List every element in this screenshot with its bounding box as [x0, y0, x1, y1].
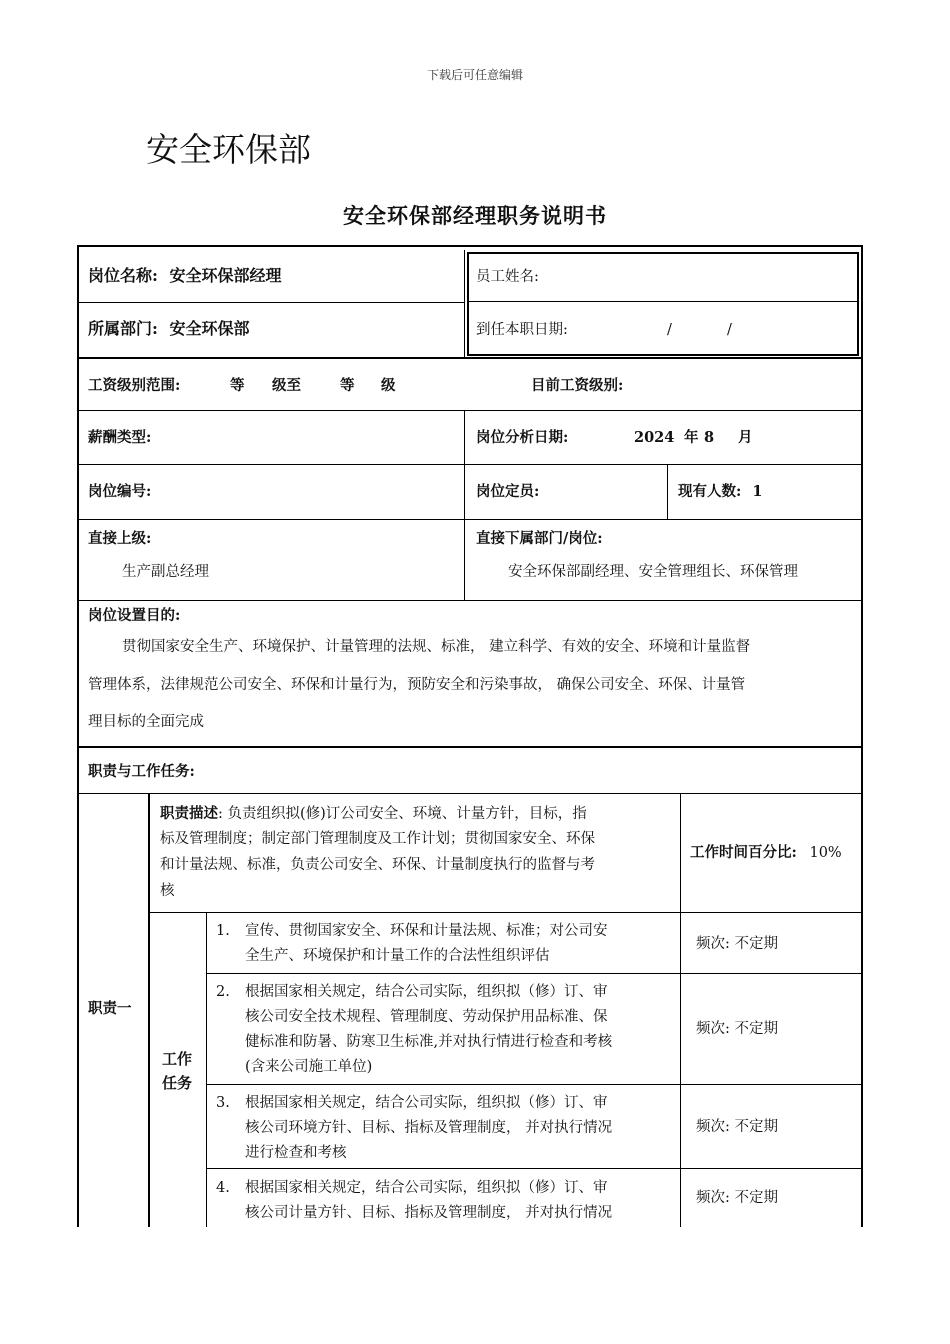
- current-staff-label: 现有人数:: [678, 483, 742, 500]
- task-3-no: 3.: [216, 1095, 230, 1111]
- department-heading: 安全环保部: [146, 130, 311, 169]
- col-divider-task: [206, 912, 207, 1227]
- task-2-line-4: (含来公司施工单位): [245, 1059, 373, 1075]
- row-divider-5: [79, 519, 863, 520]
- current-staff-value: 1: [752, 483, 763, 500]
- position-name-label: 岗位名称:: [88, 266, 158, 285]
- subordinate-value: 安全环保部副经理、安全管理组长、环保管理: [508, 564, 798, 580]
- position-no-label: 岗位编号:: [88, 483, 152, 500]
- position-name-value: 安全环保部经理: [169, 266, 282, 285]
- headcount-label: 岗位定员:: [476, 483, 540, 500]
- task-3-line-2: 核公司环境方针、目标、指标及管理制度， 并对执行情况: [245, 1120, 613, 1136]
- inner-frame-left-outer: [464, 250, 465, 358]
- task-label-line-2: 任务: [162, 1074, 193, 1092]
- analysis-month: 8: [704, 429, 715, 446]
- duty-1-desc-line-2: 标及管理制度；制定部门管理制度及工作计划；贯彻国家安全、环保: [160, 831, 595, 847]
- task-1-line-2: 全生产、环境保护和计量工作的合法性组织评估: [245, 948, 550, 964]
- duty-1-time-row: [690, 843, 842, 863]
- salary-level-2: 级至: [272, 377, 301, 394]
- inner-frame-left-inner: [467, 252, 469, 356]
- pay-type-label: 薪酬类型:: [88, 429, 152, 446]
- duty-1-desc-line-1: [160, 801, 587, 827]
- row-divider-8: [79, 793, 863, 794]
- download-note: 下载后可任意编辑: [426, 68, 523, 82]
- table-border-top: [77, 245, 863, 247]
- row-divider-task3: [206, 1168, 863, 1169]
- table-border-left: [77, 245, 79, 1227]
- purpose-line-1: 贯彻国家安全生产、环境保护、计量管理的法规、标准， 建立科学、有效的安全、环境和计量监督: [122, 639, 751, 655]
- row-divider-1: [79, 302, 465, 303]
- start-date-sep-2: /: [727, 322, 732, 338]
- duty-1-desc-line-4: 核: [160, 883, 175, 899]
- task-2-no: 2.: [216, 984, 230, 1000]
- col-divider-headcount: [667, 464, 668, 519]
- duty-1-time-value: 10%: [809, 845, 842, 861]
- duty-1-name: 职责一: [88, 1000, 132, 1017]
- position-name-row: [88, 266, 282, 286]
- table-border-right: [861, 245, 863, 1227]
- col-divider-freq: [680, 793, 681, 1227]
- analysis-year-unit: 年: [684, 429, 699, 446]
- task-1-freq: 频次: 不定期: [696, 936, 778, 952]
- purpose-line-2: 管理体系，法律规范公司安全、环保和计量行为，预防安全和污染事故， 确保公司安全、环保、计量管: [88, 677, 746, 693]
- col-divider-center: [464, 410, 465, 600]
- duty-1-desc-line-3: 和计量法规、标准，负责公司安全、环保、计量制度执行的监督与考: [160, 857, 595, 873]
- task-3-line-3: 进行检查和考核: [245, 1145, 347, 1161]
- task-4-freq: 频次: 不定期: [696, 1190, 778, 1206]
- task-3-freq: 频次: 不定期: [696, 1119, 778, 1135]
- inner-frame-top: [467, 252, 859, 254]
- current-salary-label: 目前工资级别:: [531, 377, 624, 394]
- task-2-freq: 频次: 不定期: [696, 1021, 778, 1037]
- inner-frame-right: [857, 252, 859, 356]
- department-value: 安全环保部: [169, 319, 250, 338]
- task-2-line-2: 核公司安全技术规程、管理制度、劳动保护用品标准、保: [245, 1009, 608, 1025]
- salary-level-1: 等: [230, 377, 245, 394]
- task-4-line-2: 核公司计量方针、目标、指标及管理制度， 并对执行情况: [245, 1205, 613, 1221]
- superior-label: 直接上级:: [88, 530, 152, 547]
- row-divider-6: [79, 600, 863, 601]
- task-2-line-1: 根据国家相关规定，结合公司实际，组织拟（修）订、审: [245, 984, 608, 1000]
- task-label: [162, 1047, 192, 1095]
- task-4-line-1: 根据国家相关规定，结合公司实际，组织拟（修）订、审: [245, 1180, 608, 1196]
- salary-range-label: 工资级别范围:: [88, 377, 181, 394]
- task-label-line-1: 工作: [162, 1050, 193, 1068]
- analysis-month-unit: 月: [738, 429, 753, 446]
- col-divider-duty: [148, 793, 150, 1227]
- duty-1-time-label: 工作时间百分比:: [690, 844, 797, 861]
- task-4-no: 4.: [216, 1180, 230, 1196]
- employee-name-label: 员工姓名:: [476, 269, 539, 285]
- department-row: [88, 319, 250, 339]
- department-label: 所属部门:: [88, 319, 158, 338]
- page-title: 安全环保部经理职务说明书: [343, 203, 607, 228]
- duty-1-desc-label: 职责描述: [160, 805, 218, 822]
- purpose-label: 岗位设置目的:: [88, 607, 181, 624]
- task-1-no: 1.: [216, 923, 230, 939]
- subordinate-label: 直接下属部门/岗位:: [476, 530, 603, 547]
- row-divider-task2: [206, 1084, 863, 1085]
- inner-frame-mid: [469, 301, 859, 302]
- start-date-label: 到任本职日期:: [476, 322, 568, 338]
- current-staff-row: [678, 482, 763, 502]
- salary-level-3: 等: [340, 377, 355, 394]
- row-divider-4: [79, 464, 863, 465]
- task-3-line-1: 根据国家相关规定，结合公司实际，组织拟（修）订、审: [245, 1095, 608, 1111]
- analysis-date-label: 岗位分析日期:: [476, 429, 569, 446]
- duty-1-desc-text-1: : 负责组织拟(修)订公司安全、环境、计量方针，目标，指: [218, 806, 587, 822]
- salary-level-4: 级: [381, 377, 396, 394]
- inner-frame-bottom: [467, 354, 859, 356]
- task-2-line-3: 健标准和防暑、防寒卫生标准,并对执行情进行检查和考核: [245, 1034, 613, 1050]
- superior-value: 生产副总经理: [122, 564, 209, 580]
- start-date-sep-1: /: [667, 322, 672, 338]
- row-divider-7: [79, 746, 863, 748]
- row-divider-3: [79, 410, 863, 411]
- duties-label: 职责与工作任务:: [88, 763, 195, 780]
- task-1-line-1: 宣传、贯彻国家安全、环保和计量法规、标准；对公司安: [245, 923, 608, 939]
- purpose-line-3: 理目标的全面完成: [88, 714, 204, 730]
- analysis-year: 2024: [634, 429, 675, 446]
- row-divider-desc: [149, 912, 863, 913]
- row-divider-task1: [206, 973, 863, 974]
- row-divider-2: [79, 357, 863, 359]
